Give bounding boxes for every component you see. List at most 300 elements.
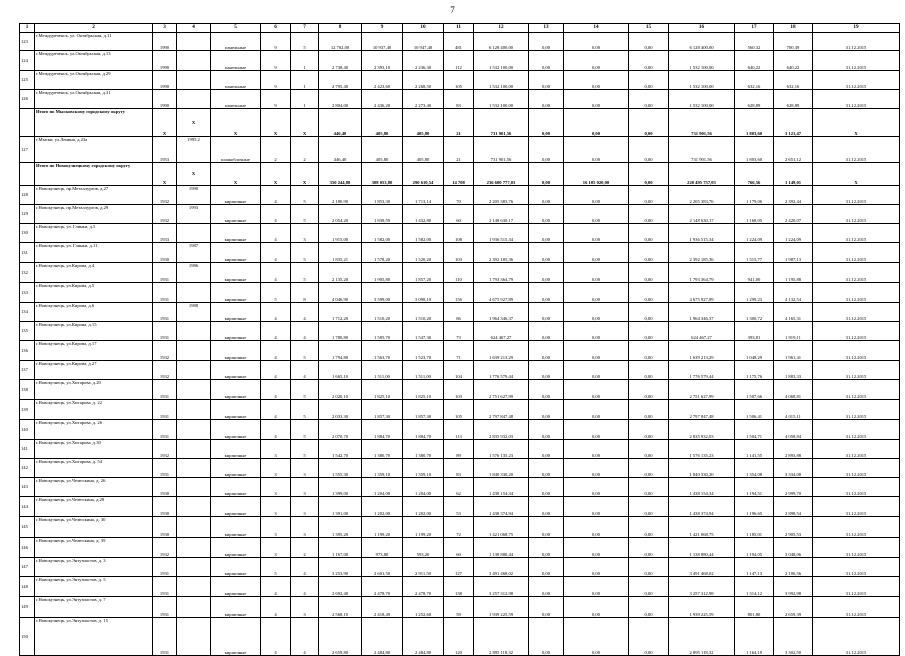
cell-z2: 0,00 bbox=[564, 205, 629, 224]
cell-v: 2 659,39 bbox=[774, 597, 813, 618]
cell-y4 bbox=[177, 517, 211, 538]
cell-w: 31.12.2015 bbox=[813, 341, 900, 361]
cell-v: 3 992,98 bbox=[774, 577, 813, 597]
cell-t: 1 639 213,29 bbox=[669, 341, 735, 361]
cell-a: 446,40 bbox=[319, 137, 362, 163]
cell-t: 2 205 383,76 bbox=[669, 186, 735, 205]
cell-w: 31.12.2015 bbox=[813, 303, 900, 322]
cell-d: 86 bbox=[444, 303, 474, 322]
cell-y: 1931 bbox=[153, 618, 177, 656]
cell-w: 31.12.2015 bbox=[813, 478, 900, 497]
cell-w: 31.12.2015 bbox=[813, 224, 900, 243]
cell-z3: 0,00 bbox=[629, 243, 669, 263]
cell-e: 4 bbox=[291, 361, 319, 380]
cell-y: 1990 bbox=[153, 71, 177, 90]
cell-b: 3 599,00 bbox=[362, 283, 403, 303]
cell-z2: 0,00 bbox=[564, 322, 629, 341]
header-cell: 7 bbox=[291, 24, 319, 33]
cell-p: 2 895 118,32 bbox=[474, 618, 529, 656]
cell-d: 127 bbox=[444, 558, 474, 577]
cell-z2: 0,00 bbox=[564, 597, 629, 618]
table-row bbox=[20, 341, 900, 361]
cell-p: 1 576 135,23 bbox=[474, 440, 529, 459]
cell-a: 350 244,80 bbox=[319, 163, 362, 186]
cell-e: 3 bbox=[291, 459, 319, 478]
table-row bbox=[20, 558, 900, 577]
cell-a: 1 780,80 bbox=[319, 322, 362, 341]
cell-z3: 0,00 bbox=[629, 303, 669, 322]
cell-n: 127 bbox=[20, 137, 35, 163]
table-row bbox=[20, 497, 900, 517]
cell-z2: 0,00 bbox=[564, 243, 629, 263]
cell-e: X bbox=[291, 109, 319, 137]
cell-e: 5 bbox=[291, 186, 319, 205]
cell-t: 1 438 154,34 bbox=[669, 478, 735, 497]
cell-y4 bbox=[177, 33, 211, 51]
cell-f: 2 bbox=[261, 137, 291, 163]
subtotal-row bbox=[20, 109, 900, 137]
cell-t: 3 257 312,98 bbox=[669, 577, 735, 597]
cell-n bbox=[20, 109, 35, 137]
cell-d: 72 bbox=[444, 517, 474, 538]
cell-t: 1 939 225,59 bbox=[669, 597, 735, 618]
cell-b: 2 423,60 bbox=[362, 71, 403, 90]
cell-w: 31.12.2015 bbox=[813, 558, 900, 577]
cell-a: 2 568,10 bbox=[319, 597, 362, 618]
cell-b: 1 204,00 bbox=[362, 478, 403, 497]
cell-t: 2 835 932,03 bbox=[669, 420, 735, 440]
cell-n: 143 bbox=[20, 478, 35, 497]
table-row bbox=[20, 440, 900, 459]
cell-u: 1 179,06 bbox=[735, 186, 774, 205]
cell-y: 1931 bbox=[153, 577, 177, 597]
cell-addr: Итого по Мысковскому городскому округу bbox=[35, 109, 153, 137]
cell-c: 1 199,20 bbox=[403, 517, 444, 538]
cell-f: 4 bbox=[261, 577, 291, 597]
cell-t: 731 901,56 bbox=[669, 109, 735, 137]
cell-addr: г.Новокузнецк, ул.Кирова, д.4 bbox=[35, 263, 153, 283]
cell-b: 1 582,00 bbox=[362, 224, 403, 243]
cell-b: 1 578,20 bbox=[362, 243, 403, 263]
cell-z3: 0,00 bbox=[629, 109, 669, 137]
cell-a: 1 835,21 bbox=[319, 243, 362, 263]
cell-z3: 0,00 bbox=[629, 558, 669, 577]
page-number: 7 bbox=[450, 5, 455, 15]
cell-w: 31.12.2015 bbox=[813, 51, 900, 71]
cell-y4 bbox=[177, 478, 211, 497]
cell-mat: кирпичные bbox=[211, 224, 261, 243]
cell-z3: 0,00 bbox=[629, 205, 669, 224]
cell-y4 bbox=[177, 440, 211, 459]
cell-v: 3 302,50 bbox=[774, 618, 813, 656]
cell-f: 3 bbox=[261, 459, 291, 478]
cell-a: 2 659,80 bbox=[319, 618, 362, 656]
cell-y4 bbox=[177, 341, 211, 361]
cell-n: 144 bbox=[20, 497, 35, 517]
cell-p: 1 964 346,37 bbox=[474, 303, 529, 322]
cell-w: 31.12.2015 bbox=[813, 380, 900, 400]
cell-v: 2 999,70 bbox=[774, 478, 813, 497]
cell-u: 1 803,60 bbox=[735, 137, 774, 163]
cell-a: 2 738,40 bbox=[319, 51, 362, 71]
cell-c: 1 359,10 bbox=[403, 459, 444, 478]
cell-p: 731 901,56 bbox=[474, 137, 529, 163]
cell-z1: 0,00 bbox=[529, 163, 564, 186]
cell-y4 bbox=[177, 597, 211, 618]
cell-z3: 0,00 bbox=[629, 163, 669, 186]
cell-b: 405,80 bbox=[362, 137, 403, 163]
cell-u: 1 314,12 bbox=[735, 577, 774, 597]
cell-v: 1 149,01 bbox=[774, 163, 813, 186]
cell-mat: кирпичные bbox=[211, 497, 261, 517]
cell-c: 1 202,00 bbox=[403, 497, 444, 517]
cell-mat: кирпичные bbox=[211, 517, 261, 538]
cell-d: 70 bbox=[444, 186, 474, 205]
cell-u: 1 196,65 bbox=[735, 497, 774, 517]
cell-p: 1 776 579,44 bbox=[474, 361, 529, 380]
cell-p: 2 751 627,99 bbox=[474, 380, 529, 400]
cell-p: 1 793 364,79 bbox=[474, 263, 529, 283]
cell-t: 2 392 185,36 bbox=[669, 243, 735, 263]
cell-c: 1 510,20 bbox=[403, 303, 444, 322]
cell-addr: г.Междуреченск, ул. Октябрьская, д.11 bbox=[35, 33, 153, 51]
cell-e: 5 bbox=[291, 263, 319, 283]
header-cell: 8 bbox=[319, 24, 362, 33]
cell-d: 53 bbox=[444, 497, 474, 517]
cell-z3: 0,00 bbox=[629, 420, 669, 440]
cell-v: 632,16 bbox=[774, 71, 813, 90]
cell-e: 5 bbox=[291, 380, 319, 400]
cell-n: 129 bbox=[20, 205, 35, 224]
cell-e: 1 bbox=[291, 51, 319, 71]
cell-y4 bbox=[177, 71, 211, 90]
cell-t: 1 776 579,44 bbox=[669, 361, 735, 380]
cell-u: 1 141,55 bbox=[735, 440, 774, 459]
cell-addr: г.Мыски, ул.Ленина, д.23а bbox=[35, 137, 153, 163]
cell-z2: 0,00 bbox=[564, 33, 629, 51]
cell-u: 1 194,51 bbox=[735, 478, 774, 497]
cell-z3: 0,00 bbox=[629, 517, 669, 538]
cell-e: 4 bbox=[291, 618, 319, 656]
cell-c: 2 268,50 bbox=[403, 71, 444, 90]
cell-z3: 0,00 bbox=[629, 440, 669, 459]
cell-y4 bbox=[177, 322, 211, 341]
cell-a: 2 795,40 bbox=[319, 71, 362, 90]
cell-z2: 0,00 bbox=[564, 109, 629, 137]
cell-z3: 0,00 bbox=[629, 263, 669, 283]
cell-e: 3 bbox=[291, 224, 319, 243]
cell-y: 1931 bbox=[153, 322, 177, 341]
cell-d: 62 bbox=[444, 478, 474, 497]
cell-w: 31.12.2015 bbox=[813, 33, 900, 51]
table-row bbox=[20, 205, 900, 224]
cell-mat: кирпичные bbox=[211, 283, 261, 303]
cell-addr: г.Новокузнецк, ул.Энтузиастов, д. 15 bbox=[35, 618, 153, 656]
cell-addr: г.Новокузнецк, ул.Кирова, д.27 bbox=[35, 361, 153, 380]
cell-c: 10 947,40 bbox=[403, 33, 444, 51]
cell-v: 1 224,09 bbox=[774, 224, 813, 243]
cell-mat: кирпичные bbox=[211, 558, 261, 577]
cell-z1: 0,00 bbox=[529, 361, 564, 380]
cell-y: X bbox=[153, 163, 177, 186]
cell-z1: 0,00 bbox=[529, 440, 564, 459]
cell-v: 2 893,88 bbox=[774, 440, 813, 459]
cell-y: 1953 bbox=[153, 137, 177, 163]
cell-v: 2 651,12 bbox=[774, 137, 813, 163]
header-cell: 12 bbox=[474, 24, 529, 33]
cell-addr: г.Новокузнецк, ул.Хитарова, д.30 bbox=[35, 440, 153, 459]
cell-z1: 0,00 bbox=[529, 597, 564, 618]
cell-p: 2 148 630,17 bbox=[474, 205, 529, 224]
cell-n: 131 bbox=[20, 243, 35, 263]
table-row bbox=[20, 400, 900, 420]
cell-p: 4 675 927,89 bbox=[474, 283, 529, 303]
cell-u: 1 507,66 bbox=[735, 380, 774, 400]
table-row bbox=[20, 283, 900, 303]
cell-z3: 0,00 bbox=[629, 597, 669, 618]
cell-f: 3 bbox=[261, 497, 291, 517]
cell-z1: 0,00 bbox=[529, 137, 564, 163]
cell-y: 1932 bbox=[153, 205, 177, 224]
cell-b: 2 436,20 bbox=[362, 90, 403, 109]
cell-d: 481 bbox=[444, 33, 474, 51]
cell-d: 113 bbox=[444, 420, 474, 440]
cell-b: 1 510,20 bbox=[362, 303, 403, 322]
cell-d: 105 bbox=[444, 400, 474, 420]
cell-w: 31.12.2015 bbox=[813, 618, 900, 656]
cell-addr: г.Новокузнецк, ул.Хитарова, д. 26 bbox=[35, 420, 153, 440]
cell-y: 1930 bbox=[153, 517, 177, 538]
cell-f: 9 bbox=[261, 71, 291, 90]
cell-mat: кирпичные bbox=[211, 420, 261, 440]
cell-a: 2 180,90 bbox=[319, 186, 362, 205]
cell-f: 4 bbox=[261, 303, 291, 322]
cell-z1: 0,00 bbox=[529, 459, 564, 478]
cell-v: 2 905,53 bbox=[774, 517, 813, 538]
cell-y: 1931 bbox=[153, 420, 177, 440]
cell-d: 110 bbox=[444, 263, 474, 283]
cell-z1: 0,00 bbox=[529, 577, 564, 597]
cell-y: 1931 bbox=[153, 459, 177, 478]
cell-addr: г.Новокузнецк, ул. Глинки, д.11 bbox=[35, 243, 153, 263]
header-cell: 2 bbox=[35, 24, 153, 33]
cell-a: 1 555,30 bbox=[319, 459, 362, 478]
cell-y4 bbox=[177, 538, 211, 558]
cell-e: 4 bbox=[291, 322, 319, 341]
cell-w: 31.12.2015 bbox=[813, 400, 900, 420]
cell-z3: 0,00 bbox=[629, 361, 669, 380]
cell-y: 1931 bbox=[153, 558, 177, 577]
cell-mat: кирпичные bbox=[211, 597, 261, 618]
cell-addr: г.Новокузнецк, ул.Кирова, д.17 bbox=[35, 341, 153, 361]
cell-z1: 0,00 bbox=[529, 322, 564, 341]
cell-t: 2 895 118,32 bbox=[669, 618, 735, 656]
cell-t: 1 421 068,75 bbox=[669, 517, 735, 538]
cell-y4 bbox=[177, 400, 211, 420]
cell-addr: г.Новокузнецк, ул.Хитарова, д.20 bbox=[35, 380, 153, 400]
cell-n: 134 bbox=[20, 303, 35, 322]
cell-b: 1 905,80 bbox=[362, 263, 403, 283]
cell-t: 2 751 627,99 bbox=[669, 380, 735, 400]
cell-b: 405,80 bbox=[362, 109, 403, 137]
cell-e: 8 bbox=[291, 283, 319, 303]
cell-p: 1 939 225,59 bbox=[474, 597, 529, 618]
cell-a: 2 033,30 bbox=[319, 400, 362, 420]
cell-e: 4 bbox=[291, 558, 319, 577]
cell-a: 1 167,00 bbox=[319, 538, 362, 558]
header-cell: 10 bbox=[403, 24, 444, 33]
cell-u: 1 515,77 bbox=[735, 243, 774, 263]
cell-n: 130 bbox=[20, 224, 35, 243]
cell-mat: кирпичные bbox=[211, 205, 261, 224]
cell-v: 700,39 bbox=[774, 33, 813, 51]
cell-w: X bbox=[813, 109, 900, 137]
cell-z1: 0,00 bbox=[529, 33, 564, 51]
cell-c: 2 478,70 bbox=[403, 577, 444, 597]
cell-b: 1 857,30 bbox=[362, 400, 403, 420]
cell-a: 12 702,00 bbox=[319, 33, 362, 51]
cell-t: 220 495 757,03 bbox=[669, 163, 735, 186]
cell-y4 bbox=[177, 90, 211, 109]
cell-addr: г.Новокузнецк, ул.Кирова, д.15 bbox=[35, 322, 153, 341]
cell-u: 1 354,08 bbox=[735, 459, 774, 478]
cell-w: 31.12.2015 bbox=[813, 597, 900, 618]
cell-addr: г.Новокузнецк, ул.Челюскина, д. 26 bbox=[35, 478, 153, 497]
cell-t: 2 797 847,48 bbox=[669, 400, 735, 420]
header-cell: 5 bbox=[211, 24, 261, 33]
cell-y: 1932 bbox=[153, 538, 177, 558]
subtotal-row bbox=[20, 163, 900, 186]
cell-z1: 0,00 bbox=[529, 90, 564, 109]
cell-mat: кирпичные bbox=[211, 322, 261, 341]
table-row bbox=[20, 51, 900, 71]
cell-z2: 0,00 bbox=[564, 186, 629, 205]
cell-mat: X bbox=[211, 109, 261, 137]
cell-addr: г.Междуреченск, ул.Октябрьская, д.29 bbox=[35, 71, 153, 90]
cell-n: 142 bbox=[20, 459, 35, 478]
cell-mat: кирпичные bbox=[211, 243, 261, 263]
cell-e: 3 bbox=[291, 517, 319, 538]
cell-c: 1 432,80 bbox=[403, 205, 444, 224]
cell-a: 1 712,20 bbox=[319, 303, 362, 322]
cell-y: 1990 bbox=[153, 33, 177, 51]
cell-addr: г.Новокузнецк, ул.Кирова, д.5 bbox=[35, 283, 153, 303]
cell-d: 59 bbox=[444, 597, 474, 618]
cell-mat: кирпичные bbox=[211, 538, 261, 558]
cell-y4: 1988 bbox=[177, 303, 211, 322]
cell-v: 4 132,54 bbox=[774, 283, 813, 303]
cell-w: 31.12.2015 bbox=[813, 90, 900, 109]
cell-c: 1 511,00 bbox=[403, 361, 444, 380]
cell-u: 1 164,19 bbox=[735, 618, 774, 656]
cell-y: 1932 bbox=[153, 440, 177, 459]
cell-d: 89 bbox=[444, 440, 474, 459]
cell-mat: кирпичные bbox=[211, 577, 261, 597]
table-header-row bbox=[20, 24, 900, 33]
cell-z3: 0,00 bbox=[629, 538, 669, 558]
cell-w: 31.12.2015 bbox=[813, 283, 900, 303]
cell-z3: 0,00 bbox=[629, 33, 669, 51]
cell-e: X bbox=[291, 163, 319, 186]
cell-z3: 0,00 bbox=[629, 400, 669, 420]
cell-v: 3 334,08 bbox=[774, 459, 813, 478]
cell-n: 137 bbox=[20, 361, 35, 380]
cell-c: 1 204,00 bbox=[403, 478, 444, 497]
cell-f: 4 bbox=[261, 361, 291, 380]
cell-v: 1 961,41 bbox=[774, 341, 813, 361]
cell-a: 1 794,80 bbox=[319, 341, 362, 361]
cell-z2: 0,00 bbox=[564, 90, 629, 109]
cell-f: 4 bbox=[261, 618, 291, 656]
cell-c: 2 273,40 bbox=[403, 90, 444, 109]
cell-a: 1 399,00 bbox=[319, 478, 362, 497]
cell-mat: панельные bbox=[211, 33, 261, 51]
cell-y: 1933 bbox=[153, 224, 177, 243]
cell-n: 132 bbox=[20, 263, 35, 283]
cell-p: 1 532 100,00 bbox=[474, 51, 529, 71]
cell-b: 10 937,40 bbox=[362, 33, 403, 51]
cell-u: 1 185,01 bbox=[735, 517, 774, 538]
cell-d: 108 bbox=[444, 224, 474, 243]
cell-t: 3 491 468,02 bbox=[669, 558, 735, 577]
cell-y4 bbox=[177, 283, 211, 303]
cell-v: 1 987,13 bbox=[774, 243, 813, 263]
cell-z2: 0,00 bbox=[564, 459, 629, 478]
cell-e: 3 bbox=[291, 597, 319, 618]
header-cell: 6 bbox=[261, 24, 291, 33]
cell-f: 4 bbox=[261, 341, 291, 361]
cell-u: 1 175,76 bbox=[735, 361, 774, 380]
table-row bbox=[20, 478, 900, 497]
cell-e: 5 bbox=[291, 420, 319, 440]
cell-z3: 0,00 bbox=[629, 478, 669, 497]
cell-mat: кирпичные bbox=[211, 303, 261, 322]
table-row bbox=[20, 90, 900, 109]
cell-n: 139 bbox=[20, 400, 35, 420]
cell-u: 560,32 bbox=[735, 33, 774, 51]
cell-b: 1 839,59 bbox=[362, 205, 403, 224]
cell-z1: 0,00 bbox=[529, 303, 564, 322]
table-row bbox=[20, 186, 900, 205]
cell-f: 4 bbox=[261, 224, 291, 243]
cell-p: 2 835 932,03 bbox=[474, 420, 529, 440]
cell-d: 21 bbox=[444, 137, 474, 163]
cell-b: 2 601,50 bbox=[362, 558, 403, 577]
cell-n: 138 bbox=[20, 380, 35, 400]
cell-e: 2 bbox=[291, 137, 319, 163]
cell-e: 2 bbox=[291, 538, 319, 558]
cell-t: 1 576 135,23 bbox=[669, 440, 735, 459]
cell-u: 632,16 bbox=[735, 71, 774, 90]
cell-z2: 0,00 bbox=[564, 478, 629, 497]
cell-addr: г.Новокузнецк, ул.Энтузиастов, д. 3 bbox=[35, 558, 153, 577]
header-cell: 15 bbox=[629, 24, 669, 33]
cell-y: 1931 bbox=[153, 303, 177, 322]
cell-e: 5 bbox=[291, 440, 319, 459]
cell-w: 31.12.2015 bbox=[813, 263, 900, 283]
cell-c: 405,80 bbox=[403, 109, 444, 137]
cell-p: 1 438 154,34 bbox=[474, 478, 529, 497]
cell-z3: 0,00 bbox=[629, 380, 669, 400]
cell-f: X bbox=[261, 109, 291, 137]
cell-z2: 0,00 bbox=[564, 283, 629, 303]
header-cell: 14 bbox=[564, 24, 629, 33]
cell-z2: 0,00 bbox=[564, 263, 629, 283]
cell-y: 1990 bbox=[153, 90, 177, 109]
cell-z1: 0,00 bbox=[529, 71, 564, 90]
housing-registry-table bbox=[19, 23, 900, 656]
cell-z3: 0,00 bbox=[629, 459, 669, 478]
